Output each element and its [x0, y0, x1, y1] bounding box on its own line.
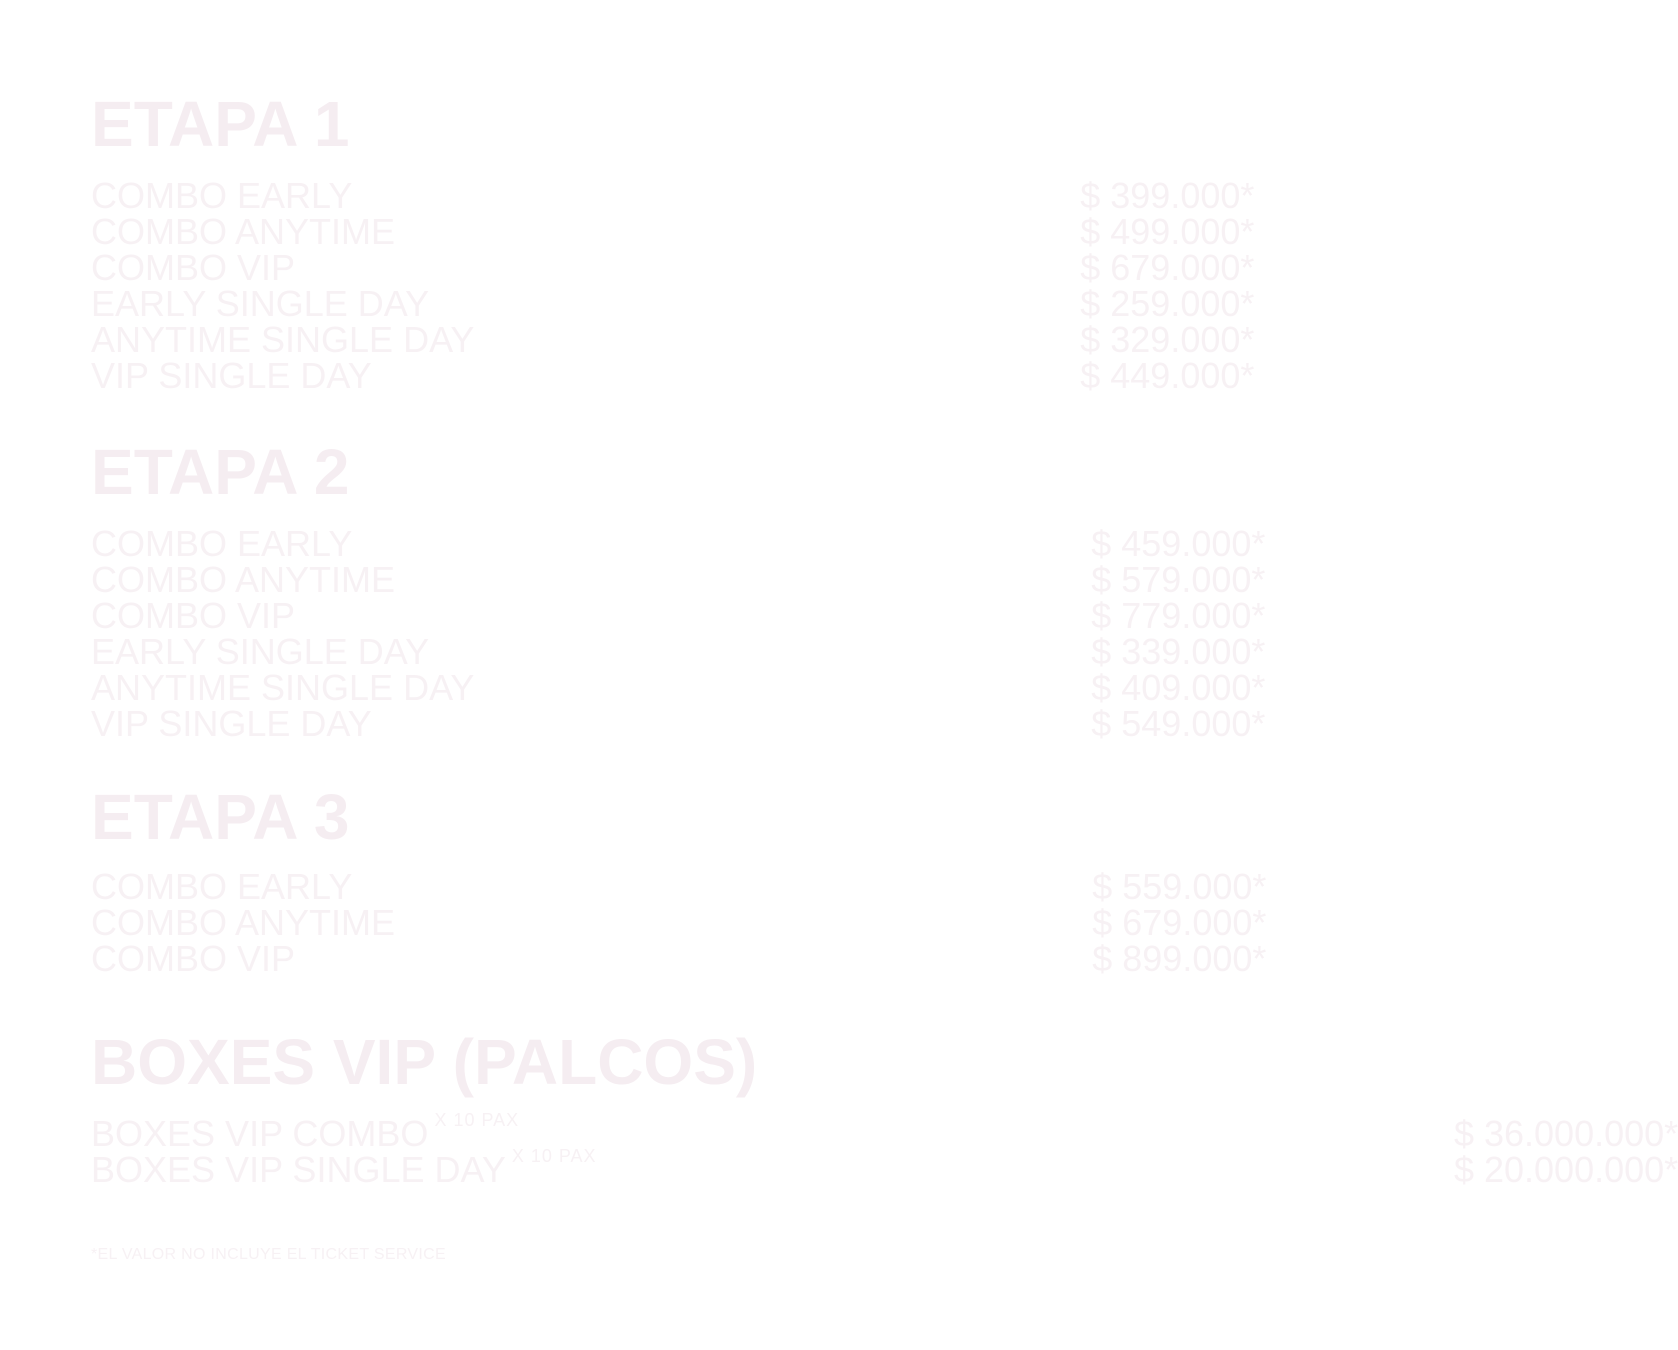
price-row — [91, 355, 1255, 396]
price-row — [91, 247, 1255, 288]
ticket-label — [91, 1146, 597, 1190]
section-title: BOXES VIP (PALCOS) — [91, 1026, 758, 1098]
ticket-price: $ 20.000.000* — [1453, 1149, 1678, 1190]
ticket-price: $ 559.000* — [1092, 866, 1267, 907]
ticket-price: $ 329.000* — [1080, 319, 1255, 360]
section-boxes-vip — [91, 1026, 1678, 1190]
ticket-label: COMBO EARLY — [91, 866, 353, 907]
ticket-price: $ 459.000* — [1091, 523, 1266, 564]
price-row — [91, 1110, 1678, 1154]
ticket-label: COMBO EARLY — [91, 175, 353, 216]
ticket-price: $ 679.000* — [1092, 902, 1267, 943]
ticket-label: COMBO ANYTIME — [91, 559, 396, 600]
price-row — [91, 595, 1266, 636]
price-row — [91, 211, 1255, 252]
price-list — [91, 175, 1255, 396]
price-row — [91, 938, 1267, 979]
price-row — [91, 319, 1255, 360]
price-row — [91, 523, 1266, 564]
ticket-price: $ 899.000* — [1092, 938, 1267, 979]
ticket-price: $ 779.000* — [1091, 595, 1266, 636]
price-row — [91, 559, 1266, 600]
price-row — [91, 1146, 1678, 1190]
price-list — [91, 523, 1266, 744]
ticket-label: VIP SINGLE DAY — [91, 703, 372, 744]
section-title: ETAPA 3 — [91, 781, 350, 853]
ticket-price: $ 679.000* — [1080, 247, 1255, 288]
ticket-price: $ 259.000* — [1080, 283, 1255, 324]
section-title: ETAPA 1 — [91, 88, 350, 160]
ticket-price: $ 499.000* — [1080, 211, 1255, 252]
ticket-price: $ 579.000* — [1091, 559, 1266, 600]
ticket-label: EARLY SINGLE DAY — [91, 631, 430, 672]
ticket-label: VIP SINGLE DAY — [91, 355, 372, 396]
pax-note: X 10 PAX — [511, 1146, 597, 1166]
price-row — [91, 667, 1266, 708]
price-list — [91, 866, 1267, 979]
ticket-price: $ 409.000* — [1091, 667, 1266, 708]
ticket-label: COMBO VIP — [91, 595, 296, 636]
ticket-label: COMBO VIP — [91, 247, 296, 288]
ticket-label — [91, 1110, 520, 1154]
section-etapa-3 — [91, 781, 1267, 979]
ticket-label: EARLY SINGLE DAY — [91, 283, 430, 324]
ticket-label-text: BOXES VIP COMBO — [91, 1113, 429, 1154]
ticket-label-text: BOXES VIP SINGLE DAY — [91, 1149, 506, 1190]
price-row — [91, 175, 1255, 216]
pax-note: X 10 PAX — [434, 1110, 520, 1130]
ticket-price: $ 549.000* — [1091, 703, 1266, 744]
price-row — [91, 703, 1266, 744]
ticket-label: ANYTIME SINGLE DAY — [91, 667, 475, 708]
ticket-label: COMBO ANYTIME — [91, 211, 396, 252]
ticket-label: COMBO EARLY — [91, 523, 353, 564]
section-title: ETAPA 2 — [91, 436, 350, 508]
ticket-price: $ 449.000* — [1080, 355, 1255, 396]
ticket-price: $ 36.000.000* — [1453, 1113, 1678, 1154]
price-row — [91, 902, 1267, 943]
ticket-label: ANYTIME SINGLE DAY — [91, 319, 475, 360]
ticket-price: $ 399.000* — [1080, 175, 1255, 216]
price-list — [91, 1110, 1678, 1190]
price-row — [91, 283, 1255, 324]
ticket-price: $ 339.000* — [1091, 631, 1266, 672]
ticket-label: COMBO VIP — [91, 938, 296, 979]
section-etapa-1 — [91, 88, 1255, 396]
section-etapa-2 — [91, 436, 1266, 744]
ticket-label: COMBO ANYTIME — [91, 902, 396, 943]
price-row — [91, 631, 1266, 672]
footnote: *EL VALOR NO INCLUYE EL TICKET SERVICE — [91, 1246, 446, 1263]
price-row — [91, 866, 1267, 907]
